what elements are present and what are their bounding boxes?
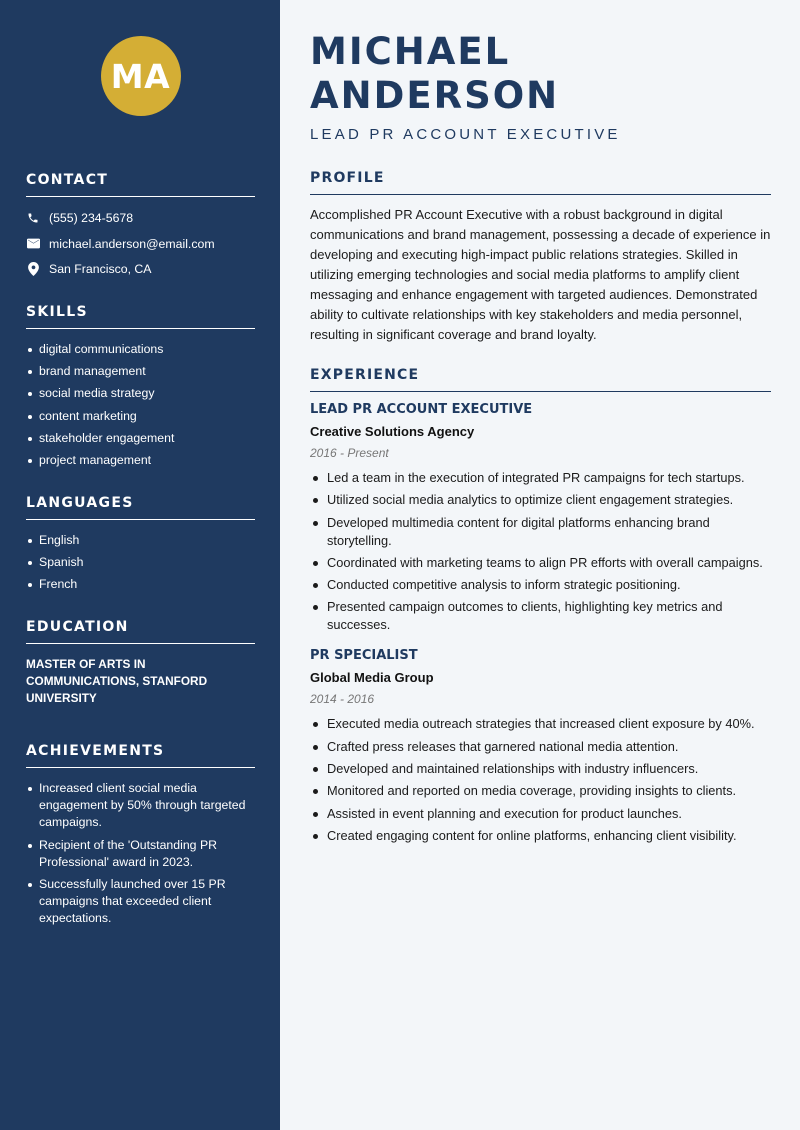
achievement-item: Increased client social media engagement by 50% through targeted campaigns. xyxy=(26,780,255,831)
job-bullet: Created engaging content for online platforms, enhancing client visibility. xyxy=(310,827,771,845)
job-entry xyxy=(310,648,771,844)
achievements-section xyxy=(26,743,255,926)
avatar: MA xyxy=(101,36,181,116)
achievement-item: Successfully launched over 15 PR campaigns that exceeded client expectations. xyxy=(26,876,255,927)
experience-heading: EXPERIENCE xyxy=(310,367,771,392)
candidate-title: LEAD PR ACCOUNT EXECUTIVE xyxy=(310,126,621,143)
job-dates: 2014 - 2016 xyxy=(310,692,375,707)
achievements-list xyxy=(26,780,255,926)
candidate-name: MICHAEL ANDERSON xyxy=(310,30,560,117)
contact-email-text: michael.anderson@email.com xyxy=(49,236,215,251)
phone-icon xyxy=(26,211,40,225)
job-company: Global Media Group xyxy=(310,670,434,686)
job-bullet: Developed multimedia content for digital platforms enhancing brand storytelling. xyxy=(310,514,771,550)
job-bullet: Conducted competitive analysis to inform strategic positioning. xyxy=(310,576,771,594)
job-bullet: Assisted in event planning and execution for product launches. xyxy=(310,805,771,823)
job-bullet: Coordinated with marketing teams to align PR efforts with overall campaigns. xyxy=(310,554,771,572)
skill-item: project management xyxy=(26,452,255,469)
job-bullet: Monitored and reported on media coverage, providing insights to clients. xyxy=(310,782,771,800)
contact-heading: CONTACT xyxy=(26,172,255,197)
skill-item: social media strategy xyxy=(26,385,255,402)
contact-location xyxy=(26,260,255,278)
contact-phone-text: (555) 234-5678 xyxy=(49,211,134,225)
contact-section xyxy=(26,172,255,278)
profile-section xyxy=(310,170,771,345)
education-degree: MASTER OF ARTS IN COMMUNICATIONS, STANFORD UNIVERSITY xyxy=(26,657,208,706)
skills-heading: SKILLS xyxy=(26,304,255,329)
skill-item: content marketing xyxy=(26,408,255,425)
education-section xyxy=(26,619,255,707)
job-title: PR SPECIALIST xyxy=(310,648,418,664)
contact-phone xyxy=(26,209,255,227)
job-bullet: Crafted press releases that garnered national media attention. xyxy=(310,738,771,756)
job-bullets xyxy=(310,715,771,844)
skill-item: digital communications xyxy=(26,341,255,358)
language-item: English xyxy=(26,532,255,549)
education-heading: EDUCATION xyxy=(26,619,255,644)
languages-list xyxy=(26,532,255,593)
job-bullet: Developed and maintained relationships with industry influencers. xyxy=(310,760,771,778)
skills-section xyxy=(26,304,255,469)
location-pin-icon xyxy=(26,262,40,276)
achievements-heading: ACHIEVEMENTS xyxy=(26,743,255,768)
skill-item: stakeholder engagement xyxy=(26,430,255,447)
achievement-item: Recipient of the 'Outstanding PR Professional' award in 2023. xyxy=(26,837,255,871)
job-bullet: Executed media outreach strategies that increased client exposure by 40%. xyxy=(310,715,771,733)
language-item: Spanish xyxy=(26,554,255,571)
job-bullets xyxy=(310,469,771,634)
job-dates: 2016 - Present xyxy=(310,446,389,460)
skill-item: brand management xyxy=(26,363,255,380)
language-item: French xyxy=(26,576,255,593)
job-bullet: Presented campaign outcomes to clients, highlighting key metrics and successes. xyxy=(310,598,771,634)
email-icon xyxy=(26,237,40,251)
job-company: Creative Solutions Agency xyxy=(310,424,475,439)
main-content xyxy=(280,0,800,1130)
profile-heading: PROFILE xyxy=(310,170,771,195)
languages-section xyxy=(26,495,255,593)
contact-email xyxy=(26,235,255,253)
profile-text: Accomplished PR Account Executive with a robust background in digital communications and brand management, possessing a decade of experience in developing and executing high-impact public relations strategies. Skilled in utilizing emerging technologies and social media platforms to amplify client messaging and enhance engagement with targeted audiences. Demonstrated ability to cultivate relationships with key stakeholders and media personnel, resulting in significant coverage and brand loyalty. xyxy=(310,207,771,342)
skills-list xyxy=(26,341,255,469)
experience-section xyxy=(310,367,771,845)
job-title: LEAD PR ACCOUNT EXECUTIVE xyxy=(310,402,533,417)
job-bullet: Utilized social media analytics to optimize client engagement strategies. xyxy=(310,491,771,509)
languages-heading: LANGUAGES xyxy=(26,495,255,520)
job-entry xyxy=(310,402,771,634)
contact-location-text: San Francisco, CA xyxy=(49,262,152,276)
job-bullet: Led a team in the execution of integrated PR campaigns for tech startups. xyxy=(310,469,771,487)
sidebar xyxy=(0,0,280,1130)
